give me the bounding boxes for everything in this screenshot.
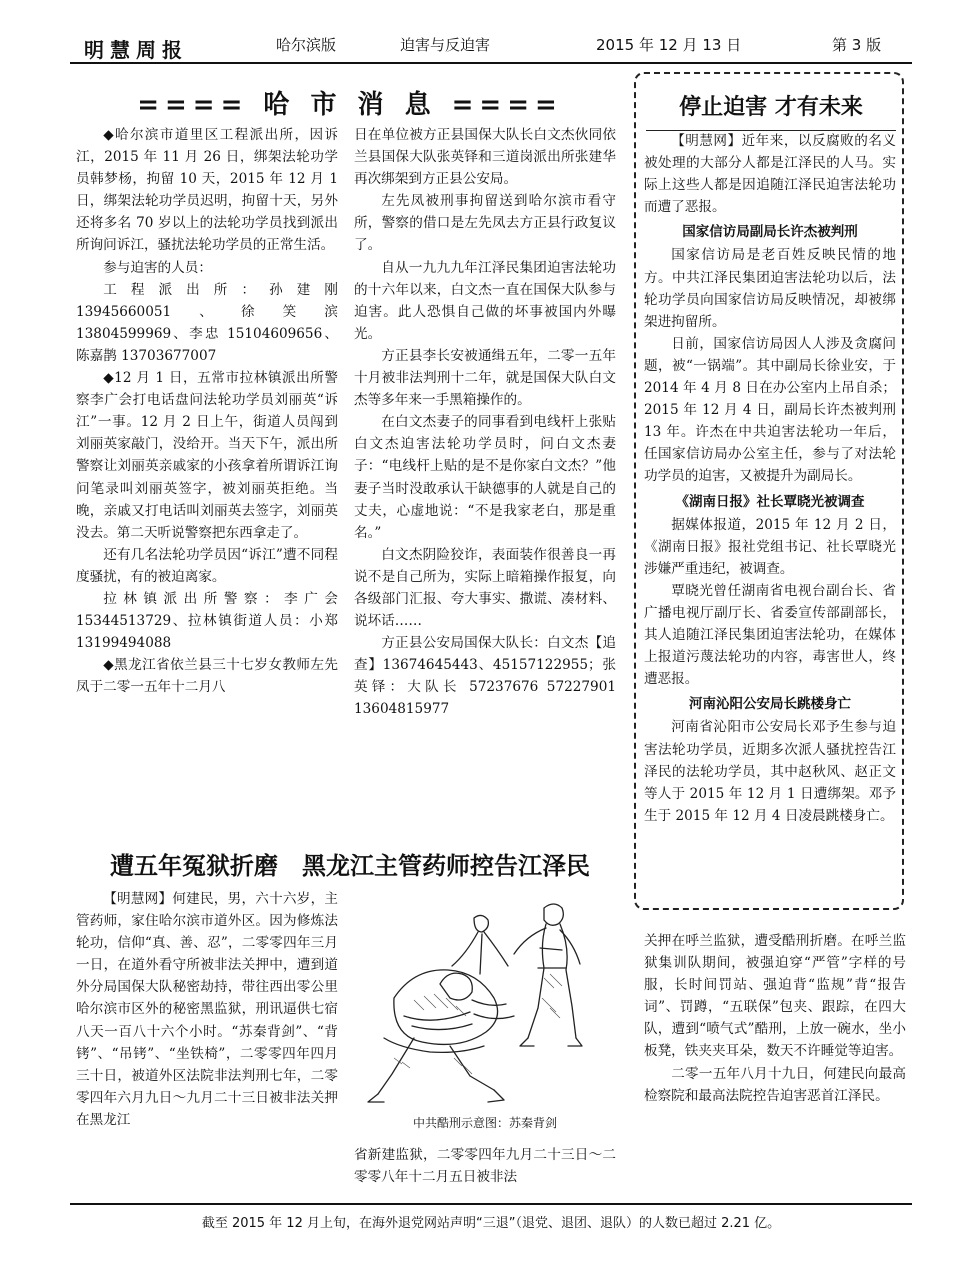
sidebar-paragraph: 日前，国家信访局因人人涉及贪腐问题，被“一锅端”。其中副局长徐业安，于 2014 年 4 月 8 日在办公室内上吊自杀；2015 年 12 月 4 日，副局长许杰被判刑 13 年。许杰在中共迫害法轮功一年后，任国家信访局办公室主任，参与了对法轮功学员的迫害，又被提升为副局长。 (644, 335, 896, 485)
footer-rule (70, 1203, 912, 1205)
torture-illustration (354, 888, 616, 1114)
news-paragraph: ◆黑龙江省依兰县三十七岁女教师左先凤于二零一五年十二月八 (76, 657, 338, 696)
sidebar-paragraph: 覃晓光曾任湖南省电视台副台长、省广播电视厅副厅长、省委宣传部副部长，其人追随江泽民集团迫害法轮功，在媒体上报道污蔑法轮功的内容，毒害世人，终遭恶报。 (644, 582, 896, 688)
story-paragraph: 【明慧网】何建民，男，六十六岁，主管药师，家住哈尔滨市道外区。因为修炼法轮功，信仰“真、善、忍”，二零零四年三月一日，在道外看守所被非法关押中，遭到道外分局国保大队秘密劫持，带往西出零公里哈尔滨市区外的秘密黑监狱，刑讯逼供七宿八天一百八十六个小时。“苏秦背剑”、“背铐”、“吊铐”、“坐铁椅”，二零零四年四月三十日，被道外区法院非法判刑七年，二零零四年六月九日～九月二十三日被非法关押在黑龙江 (76, 891, 338, 1128)
news-paragraph: 自从一九九九年江泽民集团迫害法轮功的十六年以来，白文杰一直在国保大队参与迫害。此人恐惧自己做的坏事被国内外曝光。 (354, 259, 616, 342)
news-paragraph: 还有几名法轮功学员因“诉江”遭不同程度骚扰，有的被迫离家。 (76, 546, 338, 585)
news-paragraph: ◆哈尔滨市道里区工程派出所，因诉江，2015 年 11 月 26 日，绑架法轮功学员韩梦杨，拘留 10 天，2015 年 12 月 1 日，绑架法轮功学员迟明，拘留十天，另外还将多名 70 岁以上的法轮功学员找到派出所询问诉江，骚扰法轮功学员的正常生活。 (76, 127, 338, 254)
news-paragraph: 白文杰阴险狡诈，表面装作很善良一再说不是自己所为，实际上暗箱操作报复，向各级部门汇报、夸大事实、撒谎、凑材料、说坏话…… (354, 546, 616, 630)
sidebar-body (644, 130, 896, 827)
footer-notice: 截至 2015 年 12 月上旬，在海外退党网站声明“三退”（退党、退团、退队）的人数已超过 2.21 亿。 (201, 1216, 781, 1231)
story-column-2 (354, 1144, 616, 1188)
news-paragraph: ◆12 月 1 日，五常市拉林镇派出所警察李广会打电话盘问法轮功学员刘丽英“诉江”一事。12 月 2 日上午，街道人员闯到刘丽英家敲门，没给开。当天下午，派出所警察让刘丽英亲戚家的小孩拿着所谓诉江询问笔录叫刘丽英签字，被刘丽英拒绝。当晚，亲戚又打电话叫刘丽英去签字，刘丽英没去。第二天听说警察把东西拿走了。 (76, 370, 338, 541)
sidebar-title: 停止迫害 才有未来 (679, 95, 863, 120)
news-paragraph: 方正县公安局国保大队长：白文杰【追查】13674645443、45157122955；张英铎：大队长 57237676 57227901 13604815977 (354, 635, 616, 718)
story-paragraph: 省新建监狱，二零零四年九月二十三日～二零零八年十二月五日被非法 (354, 1147, 616, 1186)
sidebar-intro: 【明慧网】近年来，以反腐败的名义被处理的大部分人都是江泽民的人马。实际上这些人都是因追随江泽民迫害法轮功而遭了恶报。 (644, 133, 896, 216)
masthead (70, 30, 910, 64)
masthead-rule (70, 62, 912, 64)
section-label: 迫害与反迫害 (400, 36, 491, 54)
page-number: 第 3 版 (832, 36, 882, 54)
local-news-column-1 (76, 124, 338, 698)
sidebar-heading: 《湖南日报》社长覃晓光被调查 (675, 493, 865, 510)
sidebar-box (634, 72, 904, 910)
edition-label: 哈尔滨版 (276, 36, 337, 54)
news-paragraph: 日在单位被方正县国保大队长白文杰伙同依兰县国保大队张英铎和三道岗派出所张建华再次绑架到方正县公安局。 (354, 127, 616, 188)
news-paragraph: 左先凤被刑事拘留送到哈尔滨市看守所，警察的借口是左先凤去方正县行政复议了。 (354, 193, 616, 254)
issue-date: 2015 年 12 月 13 日 (596, 36, 742, 54)
news-paragraph: 拉林镇派出所警察：李广会 15344513729、拉林镇街道人员：小郑 13199494088 (76, 590, 338, 652)
news-paragraph: 工程派出所：孙建刚 13945660051、徐笑滨 13804599969、李忠 15104609656、陈嘉鹊 13703677007 (76, 281, 338, 364)
story-paragraph: 关押在呼兰监狱，遭受酷刑折磨。在呼兰监狱集训队期间，被强迫穿“严管”字样的号服，长时间罚站、强迫背“监规”背“报告词”、罚蹲，“五联保”包夹、跟踪，在四大队，遭到“喷气式”酷刑，上放一碗水，坐小板凳，铁夹夹耳朵，数天不许睡觉等迫害。 (644, 933, 906, 1060)
story-headline: 遭五年冤狱折磨 黑龙江主管药师控告江泽民 (110, 852, 590, 880)
newspaper-name: 明慧周报 (84, 38, 188, 62)
story-paragraph: 二零一五年八月十九日，何建民向最高检察院和最高法院控告迫害恶首江泽民。 (644, 1065, 906, 1104)
story-column-1 (76, 888, 338, 1131)
sidebar-heading: 河南沁阳公安局长跳楼身亡 (689, 696, 851, 713)
illustration-caption: 中共酷刑示意图：苏秦背剑 (412, 1116, 557, 1130)
news-paragraph: 在白文杰妻子的同事看到电线杆上张贴白文杰迫害法轮功学员时，问白文杰妻子：“电线杆上贴的是不是你家白文杰？”他妻子当时没敢承认干缺德事的人就是自己的丈夫，心虚地说：“不是我家老白，那是重名。” (354, 414, 616, 541)
local-news-title: ==== 哈 市 消 息 ==== (137, 90, 563, 120)
sidebar-heading: 国家信访局副局长许杰被判刑 (682, 224, 858, 241)
news-paragraph: 方正县李长安被通缉五年，二零一五年十月被非法判刑十二年，就是国保大队白文杰等多年来一手黑箱操作的。 (354, 347, 616, 409)
sidebar-paragraph: 据媒体报道，2015 年 12 月 2 日，《湖南日报》报社党组书记、社长覃晓光涉嫌严重违纪，被调查。 (644, 516, 896, 577)
illustration-drawing (354, 888, 616, 1114)
local-news-column-2 (354, 124, 616, 721)
story-column-3 (644, 930, 906, 1107)
news-paragraph: 参与迫害的人员： (103, 259, 212, 276)
sidebar-paragraph: 河南省沁阳市公安局长邓予生参与迫害法轮功学员，近期多次派人骚扰控告江泽民的法轮功学员，其中赵秋风、赵正文等人于 2015 年 12 月 1 日遭绑架。邓予生于 2015 年 12 月 4 日凌晨跳楼身亡。 (644, 719, 896, 824)
sidebar-paragraph: 国家信访局是老百姓反映民情的地方。中共江泽民集团迫害法轮功以后，法轮功学员向国家信访局反映情况，却被绑架进拘留所。 (644, 247, 896, 330)
